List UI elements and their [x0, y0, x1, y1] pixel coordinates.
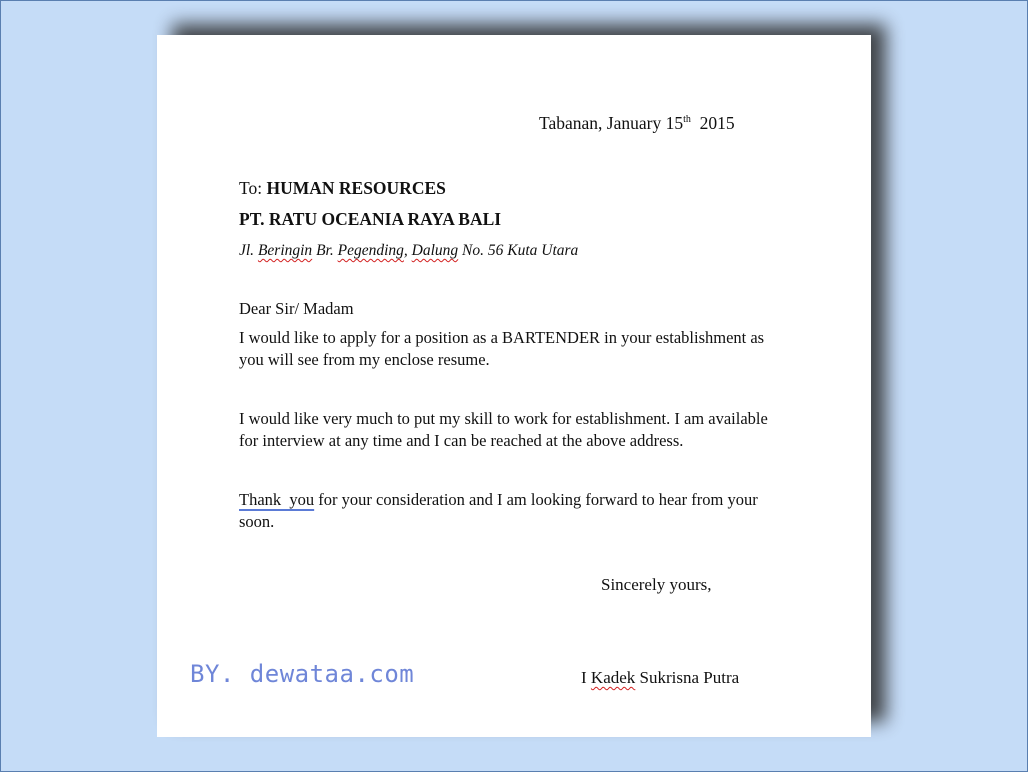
address-part: , [403, 242, 412, 259]
paragraph-3-line-1 [239, 490, 758, 510]
paragraph-1-line-1: I would like to apply for a position as a BARTENDER in your establishment as [239, 328, 765, 347]
date-place-month: Tabanan, January 15 [539, 113, 684, 133]
paragraph-2-line-1: I would like very much to put my skill to work for establishment. I am available [239, 409, 768, 428]
date-ordinal-suffix: th [683, 114, 691, 125]
signer-prefix: I [581, 668, 591, 687]
address-part-flagged: Pegending [337, 242, 404, 259]
recipient-address [239, 241, 578, 261]
address-part: Br. [312, 242, 338, 259]
recipient-department: HUMAN RESOURCES [266, 178, 446, 198]
signer-flagged-name: Kadek [590, 668, 636, 687]
closing: Sincerely yours, [601, 575, 712, 594]
address-part: Jl. [239, 242, 258, 259]
watermark-text: BY. dewataa.com [190, 660, 415, 688]
recipient-to-line [239, 178, 446, 198]
letter-page [157, 35, 871, 737]
salutation: Dear Sir/ Madam [239, 299, 354, 318]
paragraph-1-line-2: you will see from my enclose resume. [239, 350, 490, 369]
grammar-flagged-phrase: Thank you [239, 490, 315, 509]
recipient-company: PT. RATU OCEANIA RAYA BALI [239, 209, 502, 229]
address-part-flagged: Beringin [257, 242, 313, 259]
address-part: No. 56 Kuta Utara [458, 242, 579, 259]
signer-rest: Sukrisna Putra [635, 668, 740, 687]
letter-date [539, 113, 735, 133]
paragraph-2-line-2: for interview at any time and I can be reached at the above address. [239, 431, 684, 450]
paragraph-3-line-1-rest: for your consideration and I am looking forward to hear from your [314, 490, 758, 509]
address-part-flagged: Dalung [411, 242, 459, 259]
to-label: To: [239, 178, 263, 198]
signer-name [581, 668, 739, 688]
paragraph-3-line-2: soon. [239, 512, 275, 531]
date-year: 2015 [699, 113, 735, 133]
